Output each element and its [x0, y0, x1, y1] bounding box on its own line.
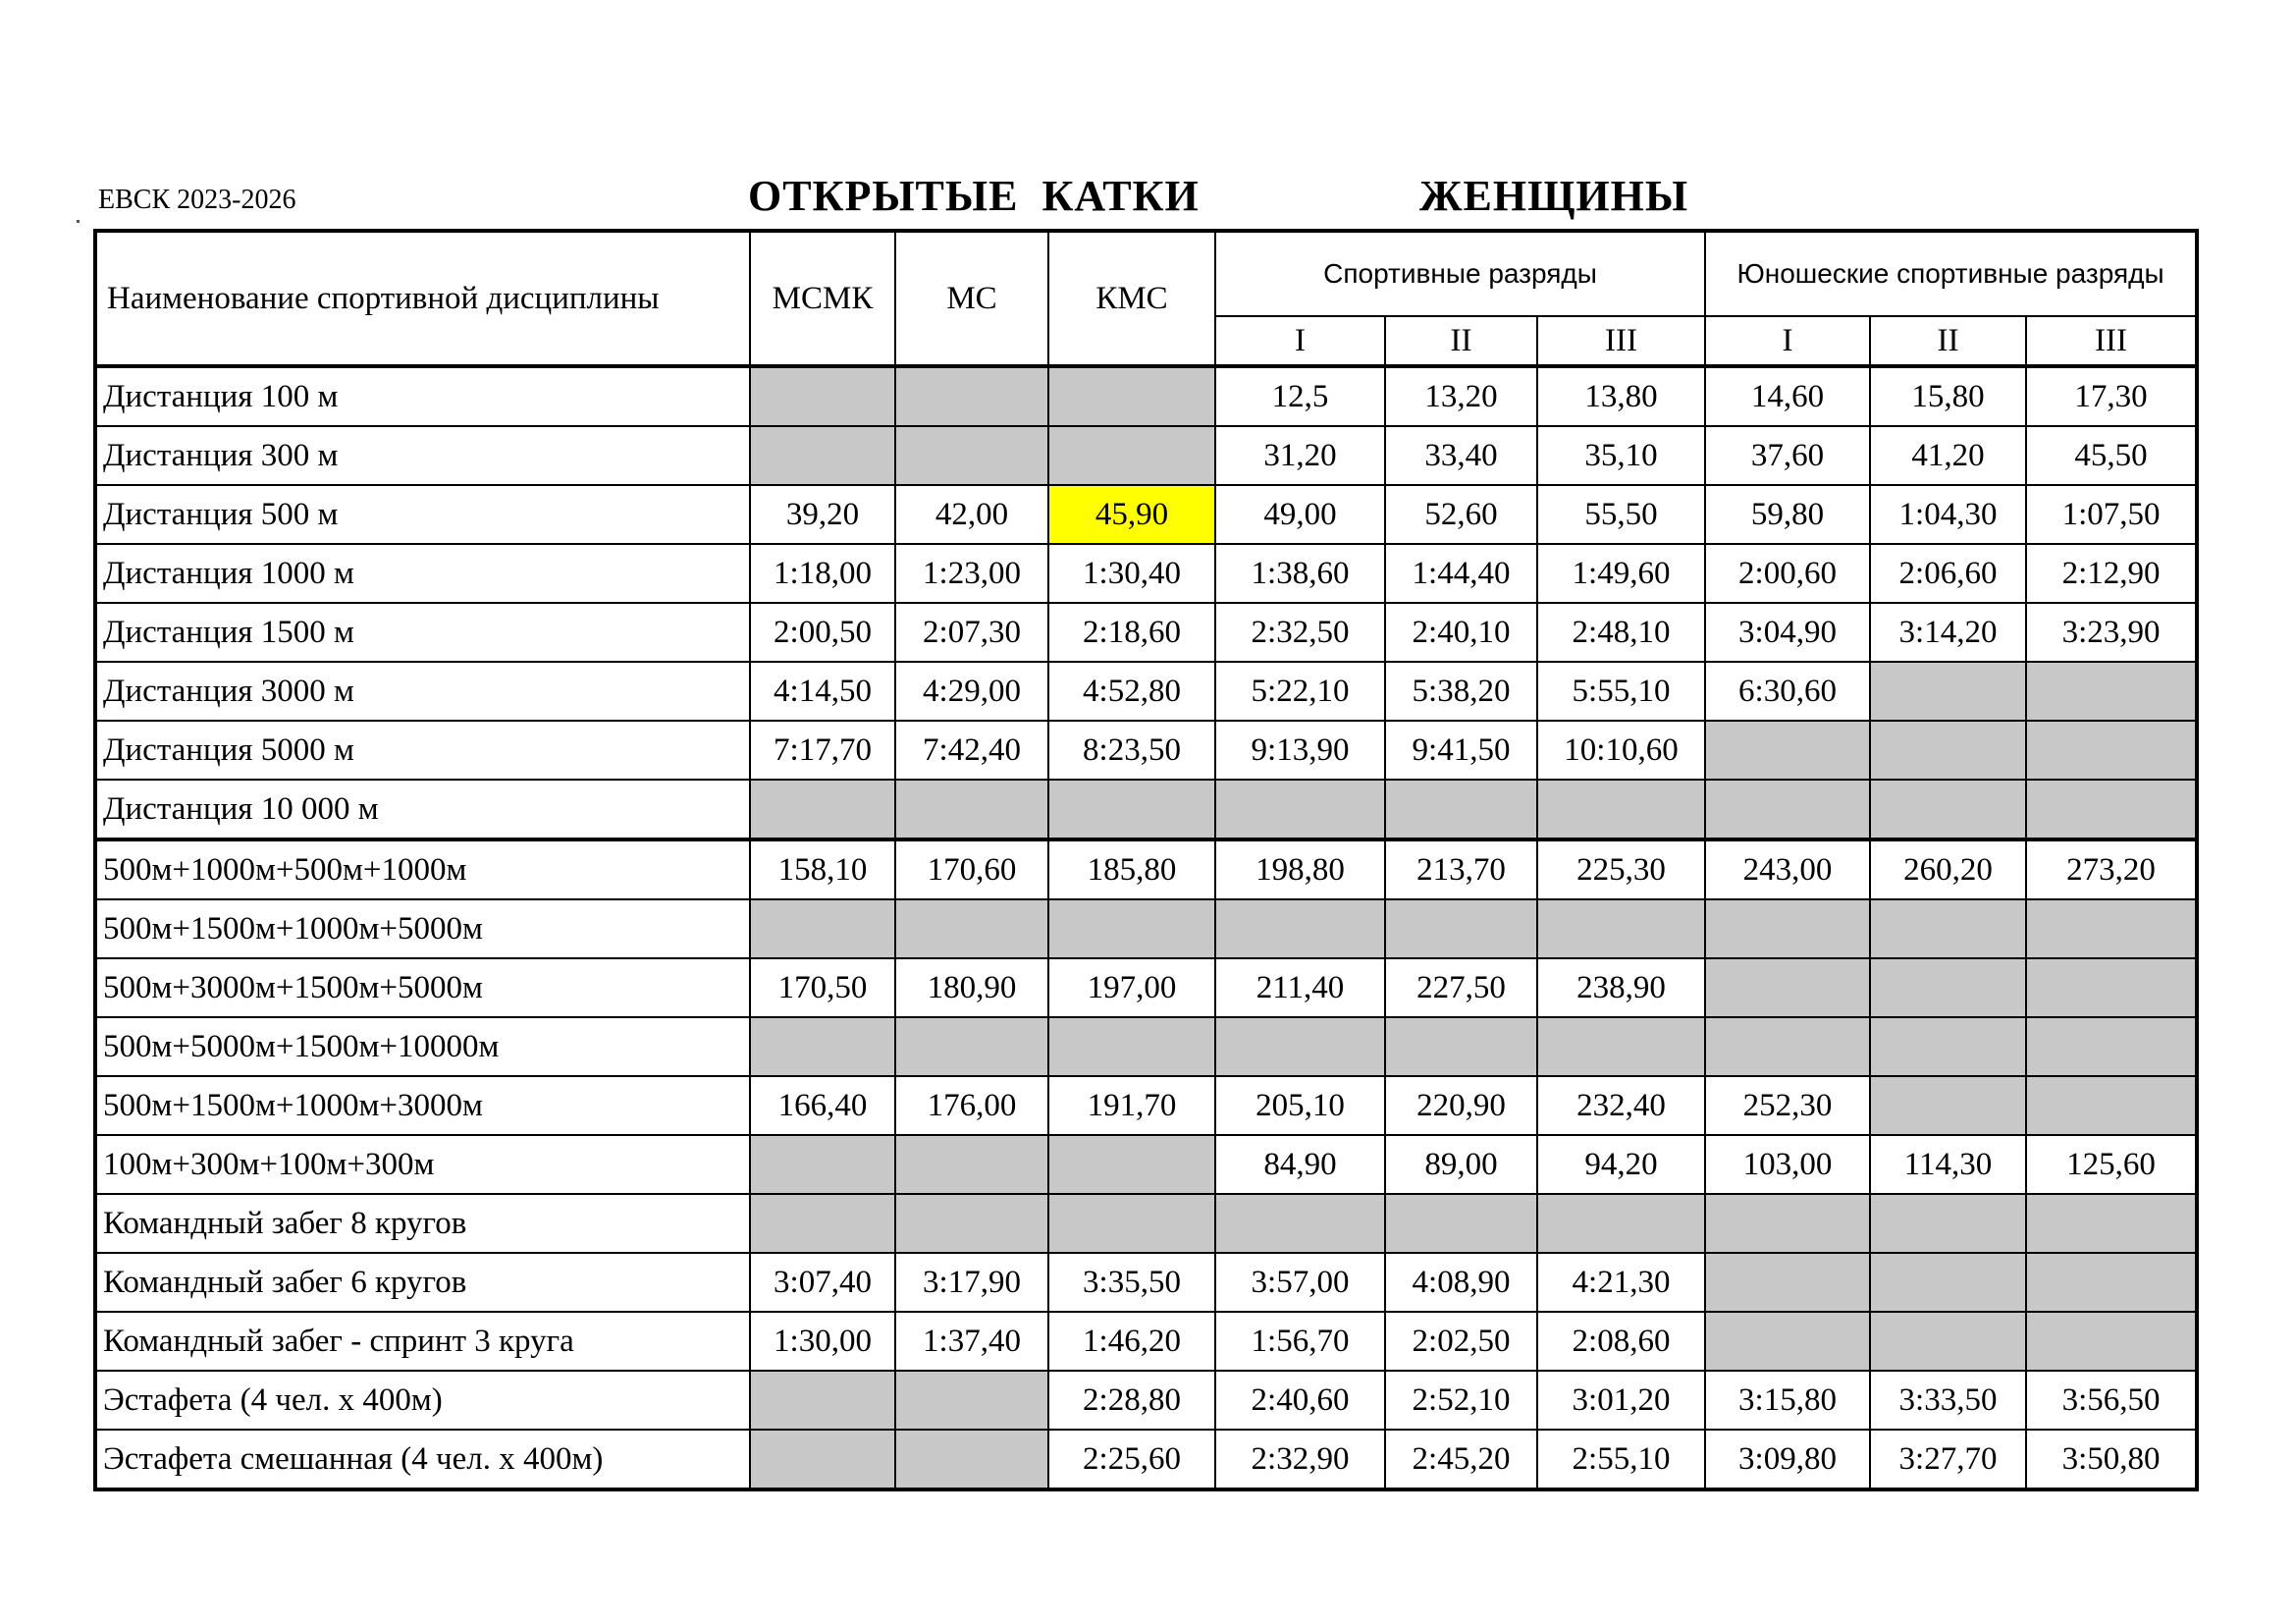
table-row [95, 485, 2197, 544]
norm-value-cell: 260,20 [1870, 839, 2026, 899]
norm-value-cell: 52,60 [1385, 485, 1537, 544]
norm-value-cell: 243,00 [1705, 839, 1870, 899]
table-row [95, 544, 2197, 603]
empty-cell [2026, 1253, 2197, 1312]
empty-cell [1705, 1312, 1870, 1371]
discipline-name: Дистанция 3000 м [95, 662, 750, 721]
norm-value-cell: 176,00 [895, 1076, 1048, 1135]
empty-cell [895, 1430, 1048, 1489]
norm-value-cell: 220,90 [1385, 1076, 1537, 1135]
empty-cell [1048, 1194, 1215, 1253]
norm-value-cell: 49,00 [1215, 485, 1385, 544]
norm-value-cell: 2:00,50 [750, 603, 895, 662]
empty-cell [1705, 899, 1870, 958]
empty-cell [1870, 721, 2026, 780]
norm-value-cell: 170,60 [895, 839, 1048, 899]
norm-value-cell: 198,80 [1215, 839, 1385, 899]
column-header-youth-rank-2: II [1870, 316, 2026, 366]
norm-value-cell: 227,50 [1385, 958, 1537, 1017]
table-row [95, 1312, 2197, 1371]
norm-value-cell: 15,80 [1870, 366, 2026, 426]
norm-value-cell: 3:04,90 [1705, 603, 1870, 662]
discipline-name: 500м+1000м+500м+1000м [95, 839, 750, 899]
empty-cell [1385, 899, 1537, 958]
empty-cell [895, 899, 1048, 958]
norm-value-cell: 7:17,70 [750, 721, 895, 780]
norm-value-cell: 158,10 [750, 839, 895, 899]
norm-value-cell: 39,20 [750, 485, 895, 544]
empty-cell [750, 1135, 895, 1194]
empty-cell [1385, 780, 1537, 839]
empty-cell [895, 366, 1048, 426]
norm-value-cell: 10:10,60 [1537, 721, 1705, 780]
empty-cell [2026, 780, 2197, 839]
discipline-name: Командный забег 8 кругов [95, 1194, 750, 1253]
norm-value-cell: 1:04,30 [1870, 485, 2026, 544]
norm-value-cell: 2:12,90 [2026, 544, 2197, 603]
discipline-name: Командный забег - спринт 3 круга [95, 1312, 750, 1371]
norm-value-cell: 2:28,80 [1048, 1371, 1215, 1430]
norm-value-cell: 37,60 [1705, 426, 1870, 485]
norm-value-cell: 94,20 [1537, 1135, 1705, 1194]
norm-value-cell: 1:46,20 [1048, 1312, 1215, 1371]
norm-value-cell: 3:15,80 [1705, 1371, 1870, 1430]
empty-cell [1215, 1017, 1385, 1076]
norm-value-cell: 2:08,60 [1537, 1312, 1705, 1371]
empty-cell [895, 1371, 1048, 1430]
empty-cell [1385, 1194, 1537, 1253]
norm-value-cell: 3:35,50 [1048, 1253, 1215, 1312]
empty-cell [1705, 1194, 1870, 1253]
table-row [95, 1430, 2197, 1489]
norm-value-cell: 35,10 [1537, 426, 1705, 485]
norm-value-cell: 1:44,40 [1385, 544, 1537, 603]
empty-cell [895, 1017, 1048, 1076]
norm-value-cell: 9:13,90 [1215, 721, 1385, 780]
norms-table-body [95, 366, 2197, 1489]
norm-value-cell: 3:14,20 [1870, 603, 2026, 662]
empty-cell [750, 899, 895, 958]
empty-cell [895, 1194, 1048, 1253]
norm-value-cell: 2:32,50 [1215, 603, 1385, 662]
empty-cell [2026, 1017, 2197, 1076]
norm-value-cell: 1:56,70 [1215, 1312, 1385, 1371]
norm-value-cell: 4:52,80 [1048, 662, 1215, 721]
empty-cell [2026, 662, 2197, 721]
norm-value-cell: 5:22,10 [1215, 662, 1385, 721]
table-row [95, 899, 2197, 958]
norm-value-cell: 2:07,30 [895, 603, 1048, 662]
column-group-sport-ranks: Спортивные разряды [1215, 231, 1705, 316]
norm-value-cell: 3:56,50 [2026, 1371, 2197, 1430]
norm-value-cell: 4:14,50 [750, 662, 895, 721]
norm-value-cell: 4:08,90 [1385, 1253, 1537, 1312]
norm-value-cell: 185,80 [1048, 839, 1215, 899]
norm-value-cell: 2:25,60 [1048, 1430, 1215, 1489]
norm-value-cell: 3:17,90 [895, 1253, 1048, 1312]
discipline-name: 500м+1500м+1000м+5000м [95, 899, 750, 958]
empty-cell [750, 1430, 895, 1489]
norm-value-cell: 13,80 [1537, 366, 1705, 426]
empty-cell [1870, 958, 2026, 1017]
column-header-youth-rank-1: I [1705, 316, 1870, 366]
discipline-name: Дистанция 100 м [95, 366, 750, 426]
norm-value-cell: 3:23,90 [2026, 603, 2197, 662]
empty-cell [1048, 366, 1215, 426]
table-row [95, 426, 2197, 485]
norm-value-cell: 2:02,50 [1385, 1312, 1537, 1371]
empty-cell [1870, 1076, 2026, 1135]
norm-value-cell: 3:57,00 [1215, 1253, 1385, 1312]
norm-value-cell: 2:55,10 [1537, 1430, 1705, 1489]
norm-value-cell: 12,5 [1215, 366, 1385, 426]
table-row [95, 780, 2197, 839]
table-row [95, 1253, 2197, 1312]
empty-cell [1870, 780, 2026, 839]
norm-value-cell: 211,40 [1215, 958, 1385, 1017]
norm-value-cell: 59,80 [1705, 485, 1870, 544]
discipline-name: Эстафета смешанная (4 чел. х 400м) [95, 1430, 750, 1489]
table-row [95, 366, 2197, 426]
norm-value-cell: 125,60 [2026, 1135, 2197, 1194]
empty-cell [1385, 1017, 1537, 1076]
discipline-name: Дистанция 1000 м [95, 544, 750, 603]
empty-cell [750, 1194, 895, 1253]
empty-cell [750, 780, 895, 839]
norm-value-cell: 213,70 [1385, 839, 1537, 899]
column-group-youth-ranks: Юношеские спортивные разряды [1705, 231, 2197, 316]
norm-value-cell: 225,30 [1537, 839, 1705, 899]
norm-value-cell: 2:00,60 [1705, 544, 1870, 603]
norm-value-cell: 4:21,30 [1537, 1253, 1705, 1312]
empty-cell [1870, 1253, 2026, 1312]
empty-cell [895, 426, 1048, 485]
norm-value-cell: 1:07,50 [2026, 485, 2197, 544]
empty-cell [1870, 899, 2026, 958]
empty-cell [895, 1135, 1048, 1194]
norm-value-cell: 3:50,80 [2026, 1430, 2197, 1489]
norm-value-cell: 5:38,20 [1385, 662, 1537, 721]
norm-value-cell: 1:18,00 [750, 544, 895, 603]
norm-value-cell: 45,50 [2026, 426, 2197, 485]
empty-cell [2026, 721, 2197, 780]
table-row [95, 1194, 2197, 1253]
empty-cell [2026, 1312, 2197, 1371]
empty-cell [1048, 1017, 1215, 1076]
empty-cell [2026, 1076, 2197, 1135]
empty-cell [1705, 1017, 1870, 1076]
empty-cell [1048, 899, 1215, 958]
empty-cell [750, 426, 895, 485]
norm-value-cell: 84,90 [1215, 1135, 1385, 1194]
table-row [95, 721, 2197, 780]
page-title: ОТКРЫТЫЕ КАТКИ [748, 172, 1200, 220]
table-row [95, 1076, 2197, 1135]
norm-value-cell: 3:07,40 [750, 1253, 895, 1312]
empty-cell [1870, 1312, 2026, 1371]
discipline-name: Эстафета (4 чел. х 400м) [95, 1371, 750, 1430]
norm-value-cell: 1:30,00 [750, 1312, 895, 1371]
norm-value-cell: 2:06,60 [1870, 544, 2026, 603]
norm-value-cell: 17,30 [2026, 366, 2197, 426]
discipline-name: Дистанция 500 м [95, 485, 750, 544]
column-header-sport-rank-2: II [1385, 316, 1537, 366]
norm-value-cell: 3:09,80 [1705, 1430, 1870, 1489]
norm-value-cell: 2:40,60 [1215, 1371, 1385, 1430]
empty-cell [1537, 1017, 1705, 1076]
empty-cell [2026, 1194, 2197, 1253]
empty-cell [1870, 1017, 2026, 1076]
norm-value-cell: 2:48,10 [1537, 603, 1705, 662]
norm-value-cell: 191,70 [1048, 1076, 1215, 1135]
document-code: ЕВСК 2023-2026 [98, 185, 296, 215]
table-row [95, 839, 2197, 899]
empty-cell [1870, 1194, 2026, 1253]
empty-cell [1215, 899, 1385, 958]
norm-value-cell: 1:37,40 [895, 1312, 1048, 1371]
norm-value-cell: 114,30 [1870, 1135, 2026, 1194]
norm-value-cell: 205,10 [1215, 1076, 1385, 1135]
empty-cell [1705, 958, 1870, 1017]
discipline-name: Дистанция 300 м [95, 426, 750, 485]
norm-value-cell: 5:55,10 [1537, 662, 1705, 721]
empty-cell [750, 1371, 895, 1430]
empty-cell [1215, 780, 1385, 839]
norm-value-cell: 2:32,90 [1215, 1430, 1385, 1489]
table-row [95, 1135, 2197, 1194]
column-header-sport-rank-3: III [1537, 316, 1705, 366]
page-subtitle: ЖЕНЩИНЫ [1419, 172, 1689, 220]
norm-value-cell: 273,20 [2026, 839, 2197, 899]
discipline-name: 500м+3000м+1500м+5000м [95, 958, 750, 1017]
empty-cell [2026, 899, 2197, 958]
empty-cell [1705, 721, 1870, 780]
norm-value-cell: 2:18,60 [1048, 603, 1215, 662]
empty-cell [1705, 780, 1870, 839]
norm-value-cell: 3:01,20 [1537, 1371, 1705, 1430]
table-row [95, 603, 2197, 662]
norm-value-cell: 8:23,50 [1048, 721, 1215, 780]
norm-value-cell: 3:27,70 [1870, 1430, 2026, 1489]
column-header-sport-rank-1: I [1215, 316, 1385, 366]
norm-value-cell: 4:29,00 [895, 662, 1048, 721]
highlighted-norm-value-cell: 45,90 [1048, 485, 1215, 544]
empty-cell [1215, 1194, 1385, 1253]
empty-cell [1537, 899, 1705, 958]
norm-value-cell: 232,40 [1537, 1076, 1705, 1135]
discipline-name: Дистанция 10 000 м [95, 780, 750, 839]
discipline-name: Дистанция 1500 м [95, 603, 750, 662]
norm-value-cell: 103,00 [1705, 1135, 1870, 1194]
table-row [95, 958, 2197, 1017]
discipline-name: 500м+1500м+1000м+3000м [95, 1076, 750, 1135]
table-row [95, 1371, 2197, 1430]
norm-value-cell: 1:30,40 [1048, 544, 1215, 603]
norm-value-cell: 2:40,10 [1385, 603, 1537, 662]
norm-value-cell: 3:33,50 [1870, 1371, 2026, 1430]
empty-cell [1048, 426, 1215, 485]
column-header-youth-rank-3: III [2026, 316, 2197, 366]
norm-value-cell: 89,00 [1385, 1135, 1537, 1194]
norm-value-cell: 238,90 [1537, 958, 1705, 1017]
column-header-kms: КМС [1048, 231, 1215, 366]
discipline-name: 500м+5000м+1500м+10000м [95, 1017, 750, 1076]
discipline-name: Командный забег 6 кругов [95, 1253, 750, 1312]
norm-value-cell: 170,50 [750, 958, 895, 1017]
norm-value-cell: 197,00 [1048, 958, 1215, 1017]
norm-value-cell: 41,20 [1870, 426, 2026, 485]
empty-cell [1048, 1135, 1215, 1194]
empty-cell [1705, 1253, 1870, 1312]
table-row [95, 662, 2197, 721]
empty-cell [895, 780, 1048, 839]
column-header-ms: МС [895, 231, 1048, 366]
norm-value-cell: 2:45,20 [1385, 1430, 1537, 1489]
norm-value-cell: 1:49,60 [1537, 544, 1705, 603]
norm-value-cell: 6:30,60 [1705, 662, 1870, 721]
norm-value-cell: 7:42,40 [895, 721, 1048, 780]
norm-value-cell: 1:38,60 [1215, 544, 1385, 603]
norm-value-cell: 13,20 [1385, 366, 1537, 426]
norm-value-cell: 252,30 [1705, 1076, 1870, 1135]
norm-value-cell: 9:41,50 [1385, 721, 1537, 780]
empty-cell [2026, 958, 2197, 1017]
norm-value-cell: 14,60 [1705, 366, 1870, 426]
norm-value-cell: 166,40 [750, 1076, 895, 1135]
column-header-msmk: МСМК [750, 231, 895, 366]
empty-cell [1537, 1194, 1705, 1253]
norm-value-cell: 180,90 [895, 958, 1048, 1017]
empty-cell [1048, 780, 1215, 839]
empty-cell [750, 366, 895, 426]
discipline-name: 100м+300м+100м+300м [95, 1135, 750, 1194]
norm-value-cell: 2:52,10 [1385, 1371, 1537, 1430]
norm-value-cell: 55,50 [1537, 485, 1705, 544]
norms-table [93, 229, 2199, 1491]
table-row [95, 1017, 2197, 1076]
norm-value-cell: 1:23,00 [895, 544, 1048, 603]
scan-dot [77, 220, 80, 223]
column-header-discipline: Наименование спортивной дисциплины [95, 231, 750, 366]
norm-value-cell: 33,40 [1385, 426, 1537, 485]
empty-cell [1537, 780, 1705, 839]
empty-cell [1870, 662, 2026, 721]
norm-value-cell: 31,20 [1215, 426, 1385, 485]
discipline-name: Дистанция 5000 м [95, 721, 750, 780]
norm-value-cell: 42,00 [895, 485, 1048, 544]
empty-cell [750, 1017, 895, 1076]
